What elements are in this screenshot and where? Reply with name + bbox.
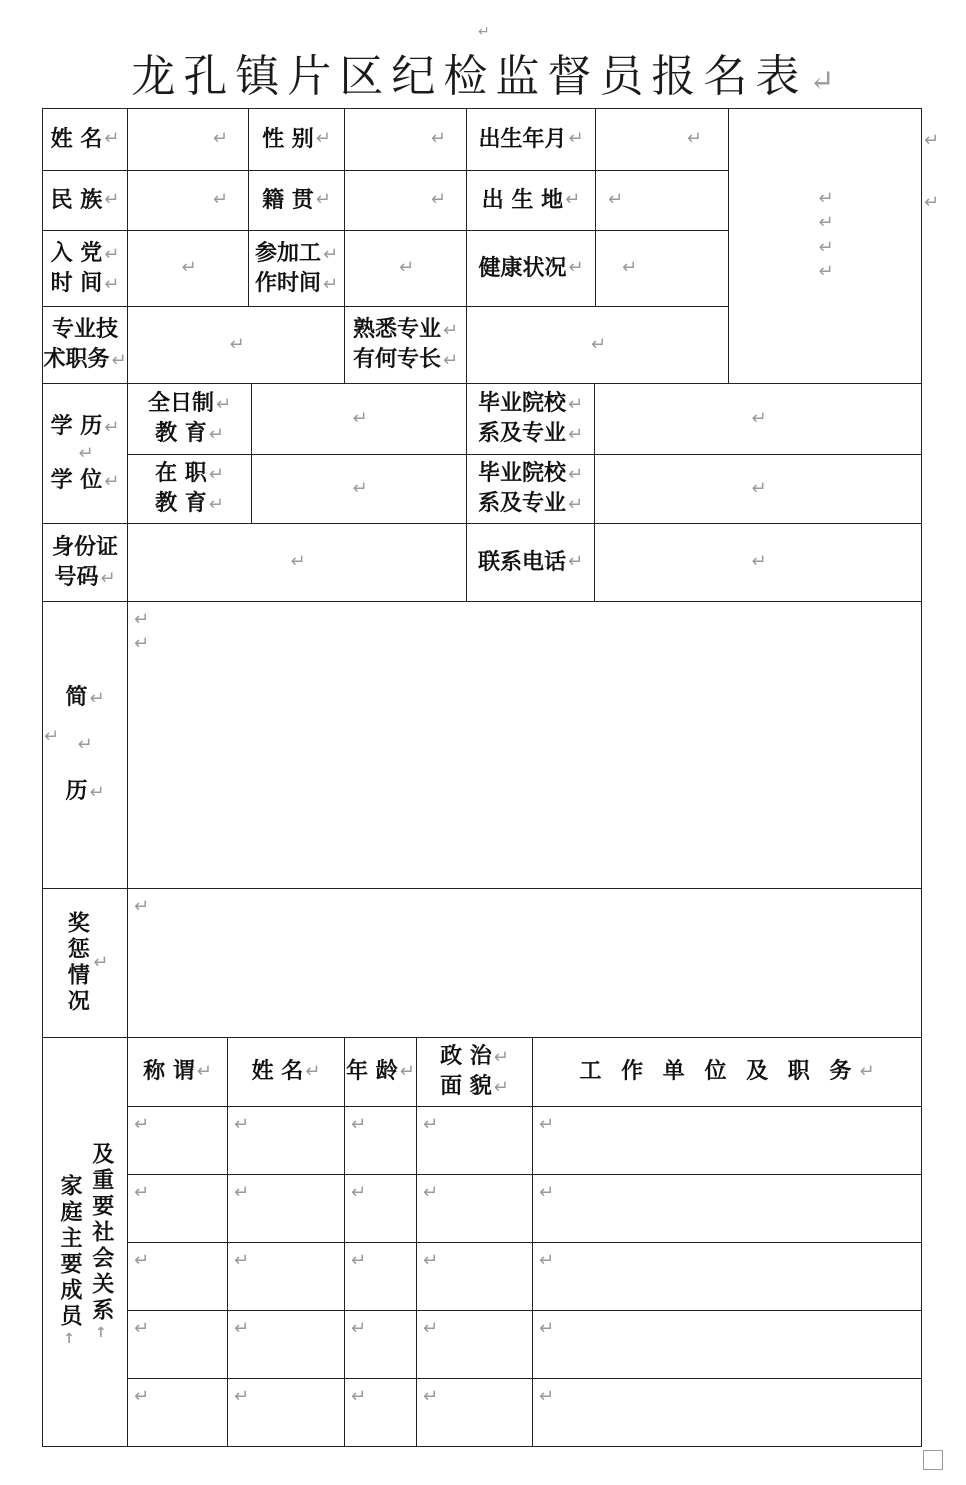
name-label: 姓 名 [50,126,103,152]
paragraph-mark: ↵ [567,551,584,573]
work-label-cell [248,230,345,307]
paragraph-mark: ↵ [215,394,232,416]
gender-label: 性 别 [262,126,314,152]
birthplace-label: 出 生 地 [481,187,564,213]
edu-label: 学 历 [50,414,103,440]
awards-label: 奖惩情况 [64,911,90,1015]
native-input[interactable] [344,170,467,231]
skill-line1: 熟悉专业 [352,317,441,343]
paragraph-mark: ↵ [924,192,940,213]
school-line1: 毕业院校 [477,461,566,487]
political-input[interactable] [416,1106,533,1175]
native-label: 籍 贯 [262,187,314,213]
school-line1: 毕业院校 [477,391,566,417]
id-line2-wrap [54,563,115,593]
paragraph-mark: ↵ [104,189,120,211]
paragraph-mark: ↵ [89,782,105,804]
birth-input[interactable] [595,108,729,171]
paragraph-mark: ↵ [567,394,584,416]
health-label-cell [466,230,596,307]
paragraph-mark: ↵ [322,273,339,295]
gender-input[interactable] [344,108,467,171]
paragraph-mark: ↵ [134,1386,150,1407]
title-input[interactable] [127,306,345,384]
member-name-input[interactable] [227,1310,345,1379]
paragraph-mark: ↵ [315,128,331,150]
inservice-line2-wrap [155,489,224,519]
paragraph-mark: ↵ [539,1386,555,1407]
paragraph-mark: ↵ [608,189,624,211]
paragraph-mark: ↵ [568,128,584,150]
inservice-label-cell [127,454,252,524]
paragraph-mark: ↵ [322,243,339,265]
fulltime-line2-wrap [155,419,224,449]
work-label-line1 [255,239,338,269]
header-age [344,1037,417,1107]
political-line1: 政 治 [440,1044,492,1070]
relation-input[interactable] [127,1106,228,1175]
phone-label-cell [466,523,595,602]
birthplace-label-cell [466,170,596,231]
edu-label-cell [42,383,128,524]
inservice-school-input[interactable] [594,454,922,524]
relation-input[interactable] [127,1242,228,1311]
header-political [416,1037,533,1107]
work-line1: 参加工 [254,240,321,266]
family-col-2 [86,1142,116,1343]
relation-input[interactable] [127,1174,228,1243]
political-input[interactable] [416,1242,533,1311]
paragraph-mark: ↵ [208,424,224,445]
header-name [227,1037,345,1107]
work-line2: 作时间 [254,270,321,296]
inservice-school-label-cell [466,454,595,524]
ethnicity-label: 民 族 [50,187,103,213]
paragraph-mark: ↵ [423,1386,439,1407]
paragraph-mark: ↵ [809,64,835,99]
party-line1: 入 党 [50,240,103,266]
paragraph-mark: ↵ [104,273,120,295]
paragraph-mark: ↵ [430,128,446,150]
work-unit-input[interactable] [532,1310,922,1379]
paragraph-mark: ↵ [818,236,834,258]
school-line2-wrap [478,419,583,449]
gender-label-cell [248,108,345,171]
paragraph-mark: ↵ [234,1318,250,1339]
paragraph-mark: ↵ [208,464,224,486]
work-unit-input[interactable] [532,1378,922,1447]
paragraph-mark: ↵ [315,189,331,211]
paragraph-mark: ↵ [478,24,490,40]
degree-label-line [51,466,120,496]
political-input[interactable] [416,1174,533,1243]
political-input[interactable] [416,1378,533,1447]
paragraph-mark: ↵ [305,1060,321,1082]
member-name-input[interactable] [227,1106,345,1175]
paragraph-mark: ↵ [924,130,940,151]
school-line2-wrap [478,489,583,519]
phone-input[interactable] [594,523,922,602]
resume-bottom: 历 [65,779,88,805]
age-input[interactable] [344,1378,417,1447]
paragraph-mark: ↵ [290,551,306,573]
table-resize-handle[interactable] [923,1450,943,1470]
skill-input[interactable] [466,306,729,384]
paragraph-mark: ↵ [818,260,834,282]
party-label-line1 [51,239,120,269]
title-label-line2 [43,345,126,375]
paragraph-mark: ↵ [77,733,93,755]
work-label-line2 [255,269,338,299]
paragraph-mark: ↵ [539,1182,555,1203]
awards-input[interactable] [127,888,922,1038]
relation-input[interactable] [127,1378,228,1447]
paragraph-mark: ↵ [567,424,584,445]
title-text: 龙孔镇片区纪检监督员报名表 [131,51,808,102]
header-name-label: 姓 名 [251,1059,304,1085]
paragraph-mark: ↵ [859,1060,875,1082]
skill-line2: 有何专长 [352,347,441,372]
title-line1: 专业技 [51,317,118,343]
birth-label-cell [466,108,596,171]
paragraph-mark: ↵ [398,257,415,279]
paragraph-mark: ↵ [622,257,638,279]
resume-input[interactable] [127,601,922,889]
paragraph-mark: ↵ [539,1114,555,1135]
paragraph-mark: ↵ [93,951,109,973]
paragraph-mark: ↵ [565,189,581,211]
fulltime-line1-wrap [148,389,231,419]
paragraph-mark: ↵ [352,477,368,499]
birth-label: 出生年月 [478,126,567,152]
paragraph-mark: ↵ [352,407,368,429]
paragraph-mark: ↵ [134,1114,150,1135]
skill-label-cell [344,306,467,384]
paragraph-mark: ↵ [567,464,584,486]
paragraph-mark: ↵ [134,633,150,655]
paragraph-mark: ↵ [229,333,245,355]
header-relation-label: 称 谓 [143,1059,195,1085]
column-mark: ↑ [94,1324,107,1341]
id-line1: 身份证 [51,534,118,560]
paragraph-mark: ↵ [234,1386,250,1407]
header-political-line1 [440,1042,509,1072]
age-input[interactable] [344,1174,417,1243]
paragraph-mark: ↵ [442,320,459,342]
work-unit-input[interactable] [532,1242,922,1311]
age-input[interactable] [344,1310,417,1379]
resume-line-bottom [65,777,104,807]
ethnicity-label-cell [42,170,128,231]
paragraph-mark: ↵ [234,1182,250,1203]
paragraph-mark: ↵ [89,688,105,710]
political-line2: 面 貌 [440,1074,492,1099]
party-label-line2 [51,269,120,299]
title-line2: 术职务 [43,347,110,372]
member-name-input[interactable] [227,1174,345,1243]
member-name-input[interactable] [227,1242,345,1311]
paragraph-mark: ↵ [399,1060,415,1082]
skill-label-line1 [353,315,458,345]
skill-label-line2 [353,345,458,375]
paragraph-mark: ↵ [44,726,60,747]
degree-label: 学 位 [50,468,103,494]
resume-line-top [65,683,104,713]
paragraph-mark: ↵ [539,1250,555,1271]
paragraph-mark: ↵ [351,1318,367,1339]
family-col2: 及重要社会关系 [88,1141,114,1324]
paragraph-mark: ↵ [104,128,120,150]
inservice-input[interactable] [251,454,467,524]
page-title [0,40,966,104]
fulltime-label-cell [127,383,252,455]
paragraph-mark: ↵ [351,1182,367,1203]
school-line2: 系及专业 [477,421,566,446]
paragraph-mark: ↵ [493,1077,509,1098]
paragraph-mark: ↵ [423,1114,439,1135]
paragraph-mark: ↵ [111,350,127,371]
native-label-cell [248,170,345,231]
paragraph-mark: ↵ [134,1318,150,1339]
paragraph-mark: ↵ [234,1250,250,1271]
inservice-line1-wrap [155,459,224,489]
health-input[interactable] [595,230,729,307]
paragraph-mark: ↵ [181,257,197,279]
fulltime-line1: 全日制 [147,391,214,417]
id-line1-wrap [52,533,118,563]
school-line2: 系及专业 [477,491,566,516]
work-unit-input[interactable] [532,1174,922,1243]
party-line2: 时 间 [50,270,103,296]
paragraph-mark: ↵ [351,1386,367,1407]
paragraph-mark: ↵ [686,128,702,150]
resume-top: 简 [65,685,88,711]
ethnicity-input[interactable] [127,170,249,231]
header-age-label: 年 龄 [346,1059,398,1085]
paragraph-mark: ↵ [234,1114,250,1135]
fulltime-input[interactable] [251,383,467,455]
paragraph-mark: ↵ [134,609,150,630]
header-political-line2 [440,1072,509,1102]
header-relation [127,1037,228,1107]
paragraph-mark: ↵ [751,407,767,429]
name-label-cell [42,108,128,171]
health-label: 健康状况 [478,255,567,281]
title-label-line1 [52,315,118,345]
age-input[interactable] [344,1106,417,1175]
party-label-cell [42,230,128,307]
relation-input[interactable] [127,1310,228,1379]
member-name-input[interactable] [227,1378,345,1447]
paragraph-mark: ↵ [208,494,224,515]
paragraph-mark: ↵ [104,417,120,439]
name-input[interactable] [127,108,249,171]
paragraph-mark: ↵ [196,1060,212,1082]
paragraph-mark: ↵ [104,243,120,265]
paragraph-mark: ↵ [493,1047,509,1069]
id-label-cell [42,523,128,602]
paragraph-mark: ↵ [423,1182,439,1203]
paragraph-mark: ↵ [78,442,94,464]
paragraph-mark: ↵ [212,189,228,211]
fulltime-line2: 教 育 [155,421,207,446]
header-work-unit [532,1037,922,1107]
header-work-label: 工 作 单 位 及 职 务 [579,1059,858,1085]
paragraph-mark: ↵ [212,128,228,150]
party-input[interactable] [127,230,249,307]
edu-label-line [51,412,120,442]
paragraph-mark: ↵ [751,477,767,499]
paragraph-mark: ↵ [818,212,834,234]
fulltime-school-label-cell [466,383,595,455]
paragraph-mark: ↵ [134,1250,150,1271]
paragraph-mark: ↵ [430,189,446,211]
work-unit-input[interactable] [532,1106,922,1175]
family-col1: 家庭主要成员 [57,1173,82,1330]
paragraph-mark: ↵ [751,551,767,573]
inservice-line2: 教 育 [155,491,207,516]
birthplace-input[interactable] [595,170,729,231]
id-input[interactable] [127,523,467,602]
age-input[interactable] [344,1242,417,1311]
paragraph-mark: ↵ [134,896,150,917]
phone-label: 联系电话 [477,549,566,575]
paragraph-mark: ↵ [568,257,584,279]
family-label-cell [42,1037,128,1447]
id-line2: 号码 [54,564,99,590]
column-mark: ↑ [63,1330,76,1347]
paragraph-mark: ↵ [590,333,607,355]
paragraph-mark: ↵ [100,567,116,589]
paragraph-mark: ↵ [351,1250,367,1271]
paragraph-mark: ↵ [567,494,584,515]
paragraph-mark: ↵ [539,1318,555,1339]
political-input[interactable] [416,1310,533,1379]
paragraph-mark: ↵ [134,1182,150,1203]
family-col-1 [54,1136,84,1349]
title-label-cell [42,306,128,384]
fulltime-school-input[interactable] [594,383,922,455]
photo-box[interactable] [728,108,922,384]
paragraph-mark: ↵ [423,1318,439,1339]
school-line1-wrap [478,459,583,489]
paragraph-mark: ↵ [818,188,834,209]
paragraph-mark: ↵ [442,350,459,371]
inservice-line1: 在 职 [155,461,207,487]
paragraph-mark: ↵ [104,471,120,493]
school-line1-wrap [478,389,583,419]
paragraph-mark: ↵ [351,1114,367,1135]
awards-label-cell [42,888,128,1038]
work-input[interactable] [344,230,467,307]
paragraph-mark: ↵ [423,1250,439,1271]
